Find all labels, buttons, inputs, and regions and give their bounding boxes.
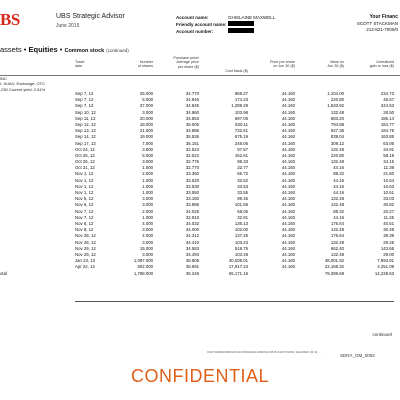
table-cell: 220.80 bbox=[330, 97, 344, 103]
table-cell: Sep 7, 12 bbox=[75, 103, 94, 109]
section-main: Equities bbox=[28, 45, 58, 54]
table-cell: 11.25 bbox=[383, 214, 394, 220]
table-cell: 44.16 bbox=[333, 177, 344, 183]
table-cell: 68.05 bbox=[237, 208, 248, 214]
table-cell: 163.85 bbox=[380, 134, 394, 140]
table-cell: 3.000 bbox=[142, 227, 153, 233]
report-date: June 2015 bbox=[56, 23, 80, 29]
table-cell: Oct 26, 12 bbox=[75, 159, 95, 165]
table-cell: Sep 7, 12 bbox=[75, 97, 94, 103]
total-row bbox=[0, 271, 400, 277]
table-cell: Jan 23, 13 bbox=[75, 258, 96, 264]
table-cell: 20.27 bbox=[383, 208, 394, 214]
table-cell: Apr 22, 13 bbox=[75, 264, 95, 270]
table-cell: 7,993.91 bbox=[377, 258, 394, 264]
account-info bbox=[176, 14, 275, 35]
table-cell: 25.000 bbox=[139, 91, 153, 96]
col-line: Value on bbox=[329, 60, 344, 64]
table-cell: 662.40 bbox=[330, 245, 344, 251]
table-cell: 40,008.01 bbox=[228, 258, 248, 264]
col-line: Number bbox=[139, 60, 153, 64]
table-cell: 63.06 bbox=[383, 140, 394, 146]
table-cell: Sep 12, 12 bbox=[75, 121, 96, 127]
table-cell: Oct 25, 12 bbox=[75, 152, 95, 158]
section-heading bbox=[0, 45, 129, 54]
table-cell: Nov 8, 12 bbox=[75, 227, 94, 233]
continued-note: continued bbox=[372, 332, 392, 337]
section-sep: • bbox=[21, 45, 29, 54]
table-cell: 44.160 bbox=[281, 177, 295, 183]
table-cell: 44.16 bbox=[333, 190, 344, 195]
table-cell: 44.160 bbox=[281, 251, 295, 257]
table-cell: 162.61 bbox=[234, 152, 248, 158]
table-cell: 34.770 bbox=[185, 91, 199, 96]
table-cell: 132.48 bbox=[330, 251, 344, 257]
table-cell: 66.72 bbox=[237, 171, 248, 177]
advisor-name: SCOTT STACKMAN bbox=[356, 20, 398, 26]
table-cell: 732.61 bbox=[234, 128, 248, 134]
account-number-label: Account number: bbox=[176, 29, 214, 34]
table-cell: 630.11 bbox=[235, 121, 248, 127]
table-row bbox=[0, 264, 400, 270]
table-cell: 88.32 bbox=[333, 208, 344, 214]
table-cell: Nov 29, 12 bbox=[75, 251, 96, 257]
table-cell: 4,251.09 bbox=[377, 264, 394, 270]
table-cell: 32.770 bbox=[185, 165, 199, 171]
table-cell: 44.160 bbox=[281, 202, 295, 208]
table-cell: 136.13 bbox=[234, 220, 248, 226]
col-value bbox=[327, 60, 344, 69]
table-cell: 88.32 bbox=[333, 171, 344, 177]
col-purchase-price bbox=[173, 56, 199, 69]
table-cell: 32.776 bbox=[185, 159, 199, 165]
table-cell: 44.160 bbox=[281, 214, 295, 220]
table-cell: Sep 10, 12 bbox=[75, 109, 96, 115]
table-cell: 28.50 bbox=[383, 109, 394, 115]
table-cell: 103.48 bbox=[234, 251, 248, 257]
col-line: Purchase price/ bbox=[173, 56, 199, 60]
table-cell: Sep 14, 12 bbox=[75, 134, 96, 140]
col-line: on Jun 30 ($) bbox=[273, 64, 295, 69]
table-cell: 1,798.000 bbox=[133, 271, 153, 277]
table-cell: Sep 17, 12 bbox=[75, 140, 96, 146]
table-cell: 3.000 bbox=[142, 239, 153, 245]
table-cell: Nov 8, 12 bbox=[75, 220, 94, 226]
table-cell: 35.691 bbox=[185, 264, 199, 270]
table-cell: 44.160 bbox=[281, 264, 295, 270]
table-cell: 33.530 bbox=[185, 183, 199, 189]
table-cell: 48,001.92 bbox=[324, 258, 344, 264]
col-price-per-share bbox=[270, 60, 295, 69]
col-line: Average price bbox=[176, 60, 199, 65]
col-shares bbox=[138, 60, 153, 69]
col-line: Price per share bbox=[269, 60, 295, 64]
table-cell: 44.160 bbox=[281, 159, 295, 165]
table-cell: 34.312 bbox=[185, 233, 199, 239]
redaction-bar bbox=[228, 28, 254, 33]
table-cell: 1.000 bbox=[142, 177, 153, 183]
table-cell: 44.160 bbox=[281, 245, 295, 251]
security-symbol: I: XUAX: Exchange: OTC bbox=[0, 81, 45, 87]
table-cell: 11.39 bbox=[383, 165, 394, 171]
table-cell: otal bbox=[0, 271, 7, 277]
table-cell: Nov 1, 12 bbox=[75, 183, 94, 189]
table-cell: 10.61 bbox=[383, 190, 394, 195]
table-cell: 839.04 bbox=[330, 134, 344, 140]
advisor-title: Your Financ bbox=[369, 14, 398, 20]
table-cell: 927.36 bbox=[330, 128, 344, 134]
table-cell: 883.20 bbox=[330, 115, 344, 121]
table-cell: 44.160 bbox=[281, 103, 295, 109]
table-cell: 34.000 bbox=[185, 227, 199, 233]
col-line: date bbox=[75, 64, 83, 69]
table-cell: Nov 7, 12 bbox=[75, 208, 94, 214]
table-cell: 98.33 bbox=[237, 159, 248, 165]
table-cell: 44.16 bbox=[333, 214, 344, 220]
table-cell: Sep 11, 12 bbox=[75, 115, 96, 121]
col-line: of shares bbox=[137, 64, 153, 69]
table-cell: 869.27 bbox=[234, 91, 248, 96]
table-cell: 44.160 bbox=[281, 134, 295, 140]
col-line: Trade bbox=[75, 60, 85, 64]
total-rule bbox=[75, 301, 394, 302]
table-cell: 35.006 bbox=[185, 121, 199, 127]
table-cell: 35.151 bbox=[185, 140, 199, 146]
advisor-phone: 212-821-7000/0 bbox=[366, 27, 398, 32]
table-cell: 1,104.00 bbox=[327, 91, 344, 96]
ubs-logo: BS bbox=[0, 10, 20, 29]
table-cell: 794.88 bbox=[330, 121, 344, 127]
table-cell: 2.000 bbox=[142, 208, 153, 214]
table-cell: 44.160 bbox=[281, 109, 295, 115]
table-cell: 32.522 bbox=[185, 152, 199, 158]
table-cell: 19.000 bbox=[139, 134, 153, 140]
header-divider bbox=[0, 75, 400, 76]
table-cell: 40.51 bbox=[383, 220, 394, 226]
table-cell: 29.25 bbox=[383, 239, 394, 245]
table-cell: 44.160 bbox=[281, 190, 295, 195]
table-cell: 33.886 bbox=[185, 202, 199, 208]
table-cell: Oct 24, 12 bbox=[75, 146, 95, 152]
table-cell: 44.160 bbox=[281, 115, 295, 121]
col-cost-basis bbox=[225, 69, 248, 73]
table-cell: 44.160 bbox=[281, 171, 295, 177]
table-cell: 22,168.32 bbox=[324, 264, 344, 270]
col-line: gain or loss ($) bbox=[369, 64, 394, 69]
table-cell: 194.75 bbox=[380, 128, 394, 134]
table-cell: 44.160 bbox=[281, 220, 295, 226]
table-cell: Nov 1, 12 bbox=[75, 177, 94, 183]
table-cell: 33.550 bbox=[185, 190, 199, 195]
bates-number: SDNY_GM_0002 bbox=[340, 353, 375, 358]
table-cell: 34.853 bbox=[185, 115, 199, 121]
redaction-bar bbox=[228, 21, 254, 26]
table-cell: 39.39 bbox=[383, 233, 394, 239]
table-cell: 174.23 bbox=[234, 97, 248, 103]
table-cell: 7.000 bbox=[142, 140, 153, 146]
table-cell: 34.91 bbox=[383, 146, 394, 152]
table-cell: 220.80 bbox=[330, 152, 344, 158]
table-cell: 132.48 bbox=[330, 159, 344, 165]
table-cell: 33.360 bbox=[185, 171, 199, 177]
table-cell: 3.000 bbox=[142, 159, 153, 165]
table-cell: 18.000 bbox=[139, 121, 153, 127]
table-cell: 21.60 bbox=[383, 171, 394, 177]
account-name-label: Account name: bbox=[176, 15, 209, 20]
table-cell: 4.000 bbox=[142, 220, 153, 226]
table-cell: 101.66 bbox=[234, 202, 248, 208]
table-cell: 32.77 bbox=[237, 165, 248, 171]
account-name-value: GHISLAINE MAXWELL bbox=[228, 15, 276, 20]
table-cell: 176.64 bbox=[330, 220, 344, 226]
table-cell: 1,633.92 bbox=[327, 103, 344, 109]
table-cell: 1.000 bbox=[142, 214, 153, 220]
table-cell: 132.48 bbox=[330, 239, 344, 245]
table-cell: 697.06 bbox=[234, 115, 248, 121]
table-cell: Nov 28, 12 bbox=[75, 239, 96, 245]
col-line: Jun 30 ($) bbox=[327, 64, 344, 69]
security-yield: ,230 Current yield: 2.81% bbox=[0, 86, 46, 92]
table-cell: 15.000 bbox=[139, 245, 153, 251]
account-number-row bbox=[176, 28, 275, 35]
lots-table bbox=[0, 91, 400, 278]
table-cell: 33.150 bbox=[185, 196, 199, 202]
table-cell: 30.48 bbox=[383, 227, 394, 233]
table-cell: 17,917.23 bbox=[228, 264, 248, 270]
table-cell: 164.77 bbox=[380, 121, 394, 127]
table-cell: 234.73 bbox=[380, 91, 394, 96]
table-cell: 518.75 bbox=[234, 245, 248, 251]
table-cell: Nov 6, 12 bbox=[75, 202, 94, 208]
table-cell: 44.160 bbox=[281, 146, 295, 152]
table-cell: 3.000 bbox=[142, 251, 153, 257]
table-cell: Nov 28, 12 bbox=[75, 233, 96, 239]
table-cell: 3.000 bbox=[142, 109, 153, 115]
table-cell: 5.000 bbox=[142, 97, 153, 103]
table-cell: 4.000 bbox=[142, 233, 153, 239]
table-cell: 675.19 bbox=[234, 134, 248, 140]
table-cell: 102.00 bbox=[234, 227, 248, 233]
section-continued: (continued) bbox=[106, 48, 129, 53]
table-cell: 44.160 bbox=[281, 239, 295, 245]
table-cell: 44.160 bbox=[281, 227, 295, 233]
col-line: Unrealized bbox=[376, 60, 394, 64]
table-cell: 34.15 bbox=[383, 159, 394, 165]
table-cell: 246.06 bbox=[234, 140, 248, 146]
table-cell: 32.910 bbox=[185, 214, 199, 220]
table-cell: 21.000 bbox=[139, 128, 153, 134]
table-cell: Nov 29, 12 bbox=[75, 245, 96, 251]
table-cell: Sep 7, 12 bbox=[75, 91, 94, 96]
table-cell: 143.65 bbox=[380, 245, 394, 251]
table-cell: 44.16 bbox=[333, 183, 344, 189]
table-cell: 132.48 bbox=[330, 109, 344, 115]
table-cell: 1.000 bbox=[142, 165, 153, 171]
table-cell: 44.160 bbox=[281, 91, 295, 96]
table-cell: 3.000 bbox=[142, 202, 153, 208]
table-cell: 1,087.000 bbox=[133, 258, 153, 264]
table-cell: 502.000 bbox=[137, 264, 153, 270]
table-cell: 30.82 bbox=[383, 202, 394, 208]
table-cell: 79,399.68 bbox=[324, 271, 344, 277]
table-cell: 132.48 bbox=[330, 146, 344, 152]
table-cell: 137.25 bbox=[234, 233, 248, 239]
col-unrealized bbox=[370, 60, 394, 69]
footer-code: CNF7000900066320141P00020421000002 0815.0307/01364 11120400 30 11 ... bbox=[207, 350, 322, 354]
table-cell: 32.91 bbox=[237, 214, 248, 220]
table-cell: 44.160 bbox=[281, 97, 295, 103]
table-cell: 44.160 bbox=[281, 233, 295, 239]
table-cell: 36.246 bbox=[185, 271, 199, 277]
table-cell: 10.64 bbox=[383, 177, 394, 183]
table-cell: 34.493 bbox=[185, 251, 199, 257]
table-cell: 44.16 bbox=[333, 165, 344, 171]
table-cell: 132.48 bbox=[330, 202, 344, 208]
table-cell: Nov 1, 12 bbox=[75, 171, 94, 177]
table-cell: 44.160 bbox=[281, 152, 295, 158]
table-cell: 33.03 bbox=[383, 196, 394, 202]
security-info bbox=[0, 76, 45, 92]
table-cell: Nov 7, 12 bbox=[75, 214, 94, 220]
table-cell: 2.000 bbox=[142, 171, 153, 177]
table-cell: 34.846 bbox=[185, 97, 199, 103]
table-cell: 34.886 bbox=[185, 128, 199, 134]
table-cell: 32.523 bbox=[185, 146, 199, 152]
confidential-stamp: CONFIDENTIAL bbox=[130, 366, 269, 386]
table-cell: 132.48 bbox=[330, 196, 344, 202]
table-cell: 176.64 bbox=[330, 233, 344, 239]
table-cell: 103.98 bbox=[234, 109, 248, 115]
section-sep: • bbox=[57, 45, 65, 54]
table-cell: 29.00 bbox=[383, 251, 394, 257]
table-cell: 132.48 bbox=[330, 227, 344, 233]
friendly-name-label: Friendly account name: bbox=[176, 22, 227, 27]
section-prefix: assets bbox=[0, 45, 22, 54]
table-cell: Sep 13, 12 bbox=[75, 128, 96, 134]
table-cell: 44.160 bbox=[281, 258, 295, 264]
table-cell: 34.583 bbox=[185, 245, 199, 251]
table-cell: 3.000 bbox=[142, 196, 153, 202]
table-cell: 186.14 bbox=[380, 115, 394, 121]
report-title: UBS Strategic Advisor bbox=[56, 13, 125, 20]
table-cell: 33.52 bbox=[237, 177, 248, 183]
table-cell: 1,289.29 bbox=[231, 103, 248, 109]
table-cell: 44.160 bbox=[281, 121, 295, 127]
table-cell: 34.860 bbox=[185, 109, 199, 115]
table-cell: 44.160 bbox=[281, 208, 295, 214]
table-cell: 33.520 bbox=[185, 177, 199, 183]
table-cell: 34.032 bbox=[185, 220, 199, 226]
table-cell: 34.845 bbox=[185, 103, 199, 109]
table-cell: 34.025 bbox=[185, 208, 199, 214]
table-cell: Oct 31, 12 bbox=[75, 165, 95, 171]
section-sub: Common stock bbox=[64, 48, 105, 54]
table-cell: 1.000 bbox=[142, 190, 153, 195]
table-cell: 1.000 bbox=[142, 183, 153, 189]
financial-advisor bbox=[357, 14, 398, 34]
table-cell: 309.12 bbox=[330, 140, 344, 146]
table-cell: 36.805 bbox=[185, 258, 199, 264]
table-cell: 33.53 bbox=[237, 183, 248, 189]
table-cell: 5.000 bbox=[142, 152, 153, 158]
table-cell: 34.410 bbox=[185, 239, 199, 245]
table-cell: 97.57 bbox=[237, 146, 248, 152]
table-cell: Nov 5, 12 bbox=[75, 196, 94, 202]
col-line: per share ($) bbox=[177, 64, 199, 69]
table-cell: 103.23 bbox=[234, 239, 248, 245]
table-cell: 10.63 bbox=[383, 183, 394, 189]
friendly-name-row bbox=[176, 21, 275, 28]
table-cell: 99.45 bbox=[237, 196, 248, 202]
table-cell: 344.63 bbox=[380, 103, 394, 109]
table-cell: 33.55 bbox=[237, 190, 248, 195]
table-cell: 14,228.53 bbox=[374, 271, 394, 277]
table-cell: 35.536 bbox=[185, 134, 199, 140]
table-cell: 65,171.15 bbox=[228, 271, 248, 277]
table-cell: 44.160 bbox=[281, 183, 295, 189]
table-cell: 44.160 bbox=[281, 196, 295, 202]
table-cell: 44.160 bbox=[281, 165, 295, 171]
table-cell: 44.160 bbox=[281, 128, 295, 134]
col-line: Cost basis ($) bbox=[225, 69, 248, 73]
table-cell: 3.000 bbox=[142, 146, 153, 152]
table-cell: 20.000 bbox=[139, 115, 153, 121]
security-name: INC bbox=[0, 76, 7, 81]
table-cell: 58.19 bbox=[383, 152, 394, 158]
account-name-row bbox=[176, 14, 275, 21]
table-cell: 46.57 bbox=[383, 97, 394, 103]
col-trade-date bbox=[75, 60, 85, 69]
table-cell: 37.000 bbox=[139, 103, 153, 109]
table-cell: Nov 1, 12 bbox=[75, 190, 94, 195]
table-cell: 44.160 bbox=[281, 140, 295, 146]
